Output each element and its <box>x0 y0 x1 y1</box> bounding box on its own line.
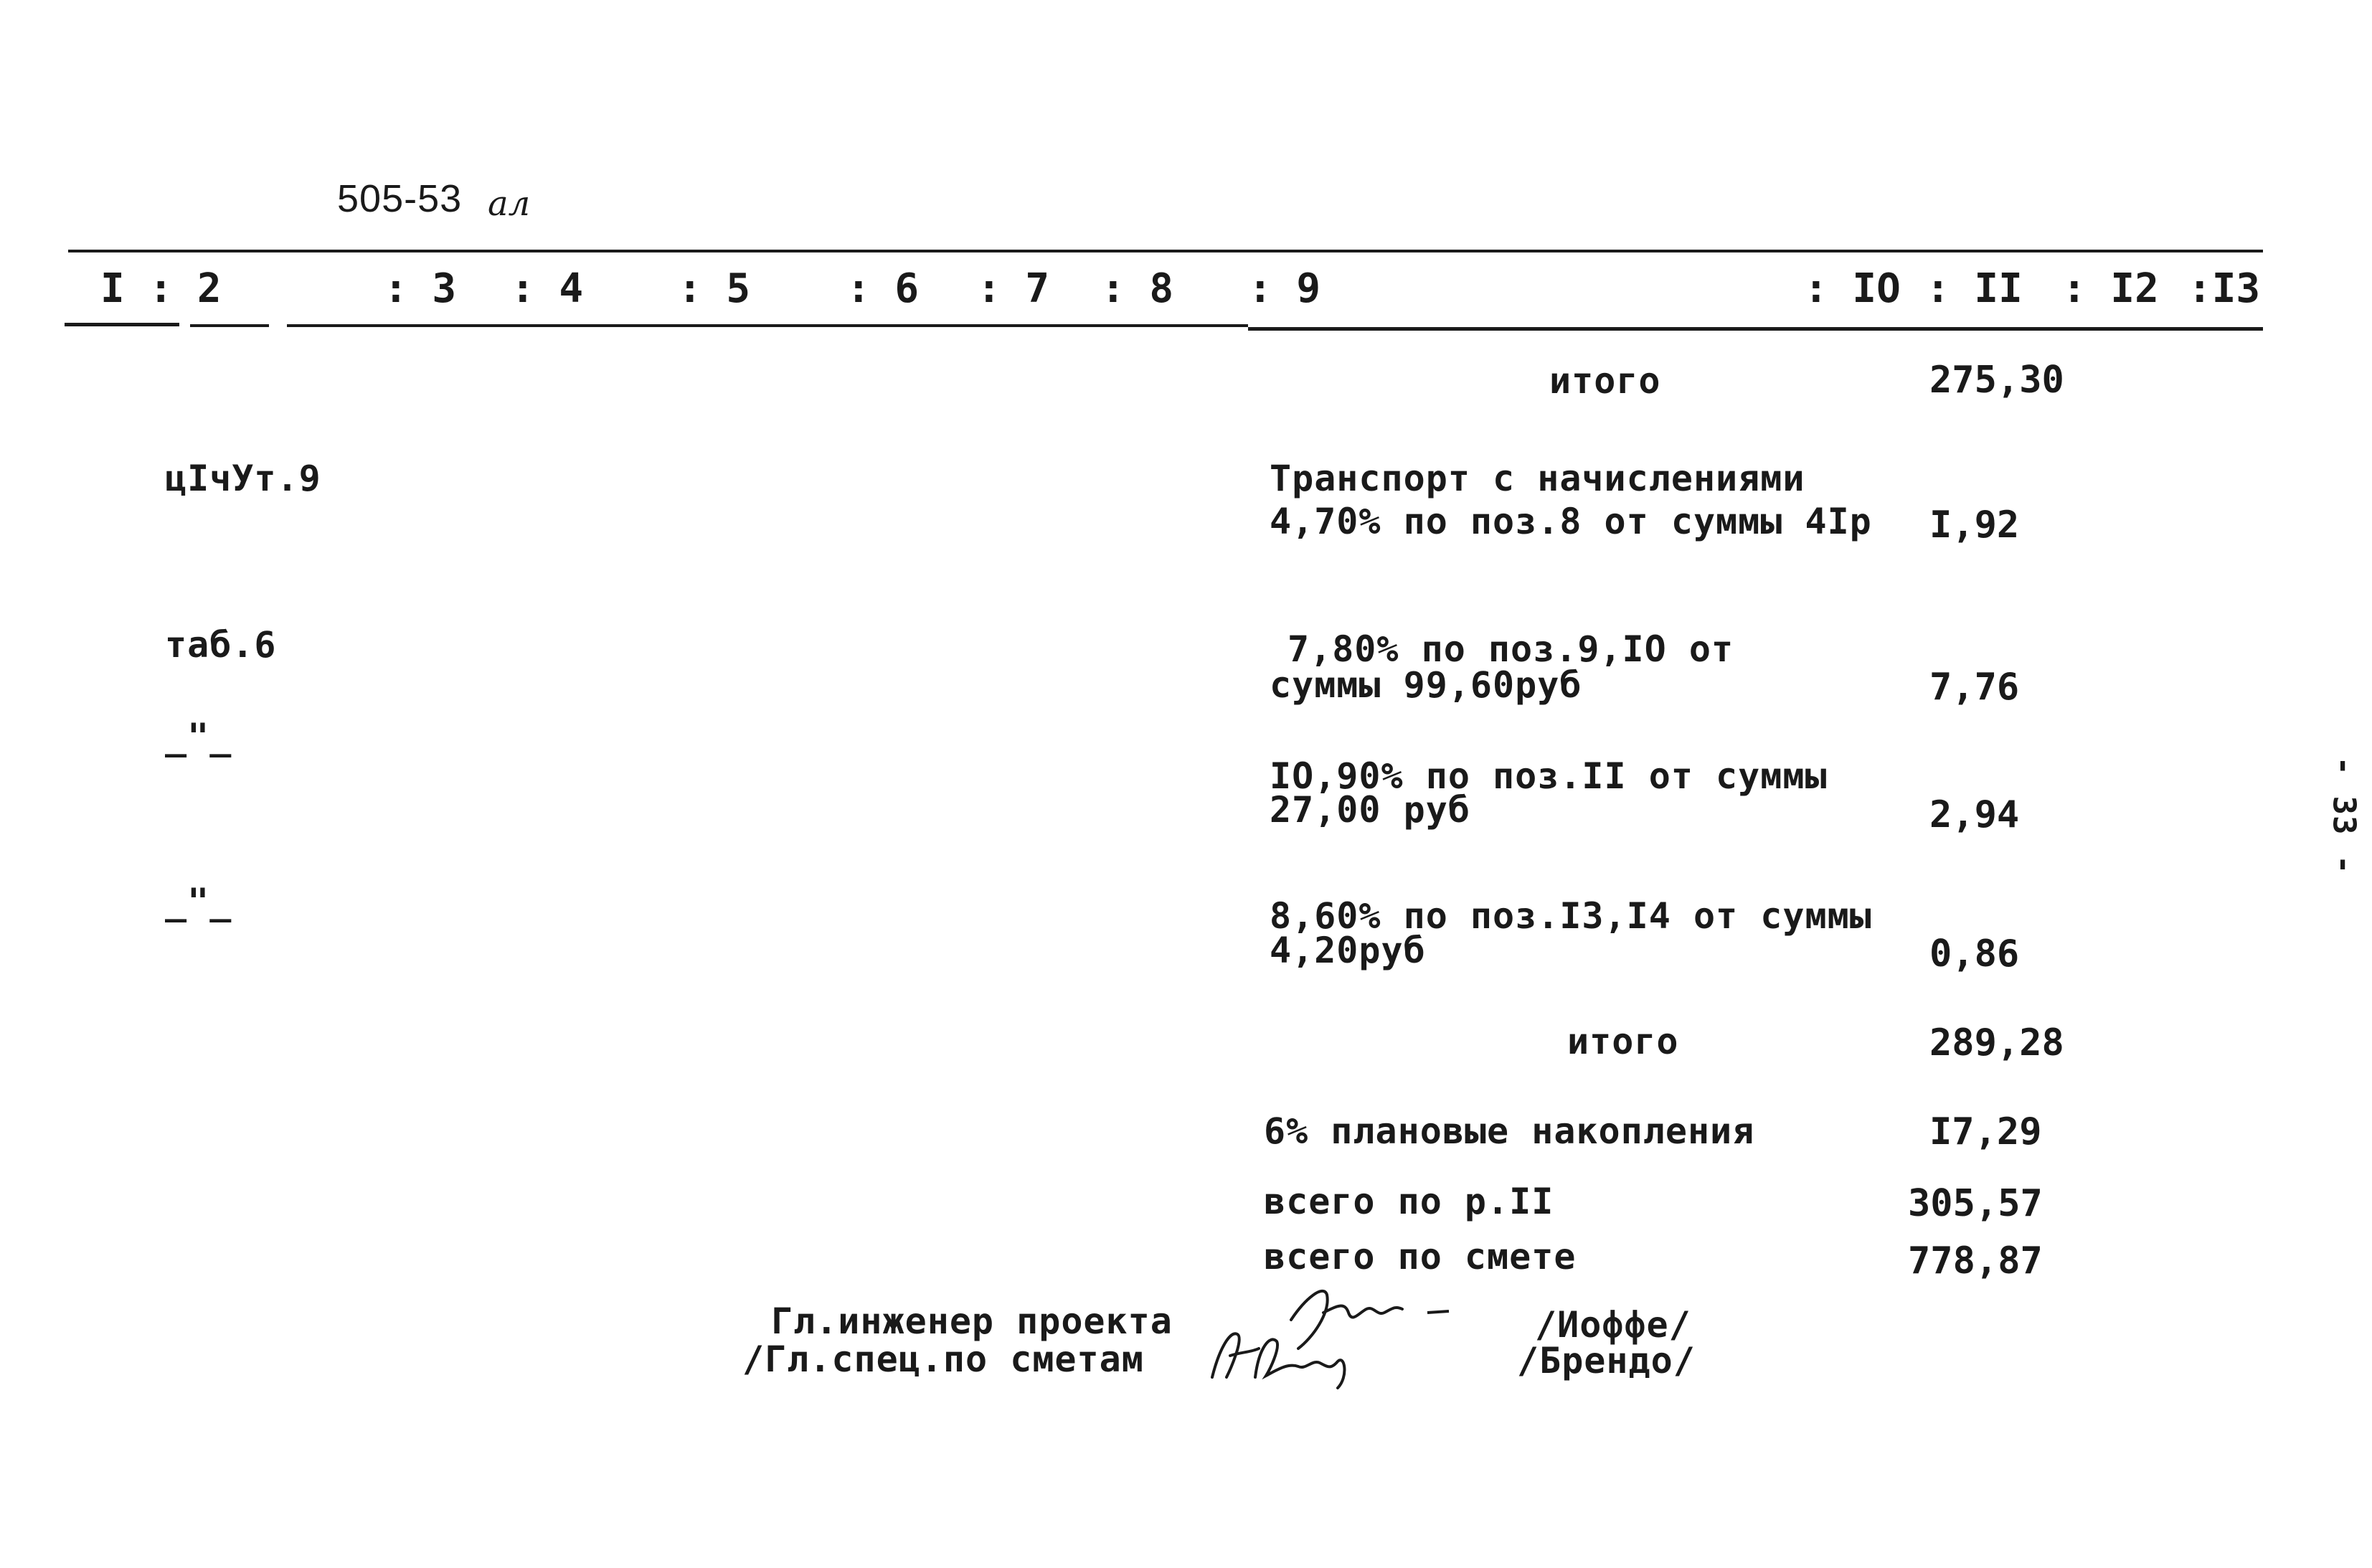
row-reference: _"_ <box>165 716 232 757</box>
header-rule-segment <box>190 324 269 327</box>
row-description: 6% плановые накопления <box>1264 1110 1755 1152</box>
signature-role-estimates-specialist: /Гл.спец.по сметам <box>742 1338 1144 1380</box>
handwritten-signatures <box>1198 1270 1499 1392</box>
col-header-8: : 8 <box>1101 265 1174 312</box>
col-header-9: : 9 <box>1248 265 1321 312</box>
row-amount: 275,30 <box>1929 359 2064 402</box>
row-reference: таб.6 <box>165 624 277 666</box>
col-header-3: : 3 <box>384 265 457 312</box>
top-rule <box>68 250 2263 252</box>
signature-name-ioffe: /Иоффе/ <box>1535 1304 1691 1346</box>
row-description: итого <box>1549 360 1661 402</box>
row-amount: 7,76 <box>1929 666 2020 709</box>
col-header-11: : II <box>1926 265 2023 312</box>
row-description-line2: 27,00 руб <box>1270 789 1470 831</box>
signature-dash <box>1427 1311 1449 1313</box>
row-amount: 0,86 <box>1929 932 2020 976</box>
page-number: - 33 - <box>2325 756 2363 875</box>
signature-scribble-upper <box>1291 1291 1402 1349</box>
row-amount: 305,57 <box>1908 1182 2043 1225</box>
row-amount: 778,87 <box>1908 1239 2043 1283</box>
header-rule-segment <box>1248 327 2263 331</box>
col-header-4: : 4 <box>511 265 584 312</box>
row-amount: 2,94 <box>1929 793 2020 836</box>
header-rule-segment <box>287 324 1248 327</box>
col-header-7: : 7 <box>977 265 1050 312</box>
col-header-10: : IO <box>1804 265 1901 312</box>
col-header-1-2: I : 2 <box>100 265 222 312</box>
row-amount: 289,28 <box>1929 1021 2064 1064</box>
document-code-note: ал <box>488 184 531 224</box>
row-description-line1: Транспорт с начислениями <box>1270 458 1805 499</box>
row-description-line2: 4,20руб <box>1270 930 1426 971</box>
col-header-6: : 6 <box>846 265 920 312</box>
col-header-13: :I3 <box>2188 265 2261 312</box>
row-description: всего по смете <box>1264 1236 1577 1277</box>
col-header-5: : 5 <box>678 265 751 312</box>
row-description-line2: 4,70% по поз.8 от суммы 4Iр <box>1270 501 1872 542</box>
header-rule-segment <box>65 323 179 326</box>
row-reference: цIчУт.9 <box>165 458 321 499</box>
row-description-line1: 8,60% по поз.I3,I4 от суммы <box>1270 895 1872 937</box>
row-description-line1: IO,90% по поз.II от суммы <box>1270 755 1828 797</box>
signature-role-chief-engineer: Гл.инженер проекта <box>771 1300 1173 1342</box>
signature-scribble-lower <box>1212 1333 1344 1388</box>
row-reference: _"_ <box>165 881 232 922</box>
row-description-line2: суммы 99,60руб <box>1270 664 1582 706</box>
row-description: итого <box>1567 1021 1679 1062</box>
document-code: 505-53 <box>337 177 463 220</box>
row-amount: I,92 <box>1929 504 2020 547</box>
row-amount: I7,29 <box>1929 1110 2042 1153</box>
row-description-line1: 7,80% по поз.9,IO от <box>1287 628 1734 670</box>
row-description: всего по р.II <box>1264 1181 1554 1222</box>
col-header-12: : I2 <box>2062 265 2159 312</box>
signature-name-brendo: /Брендо/ <box>1517 1340 1696 1382</box>
